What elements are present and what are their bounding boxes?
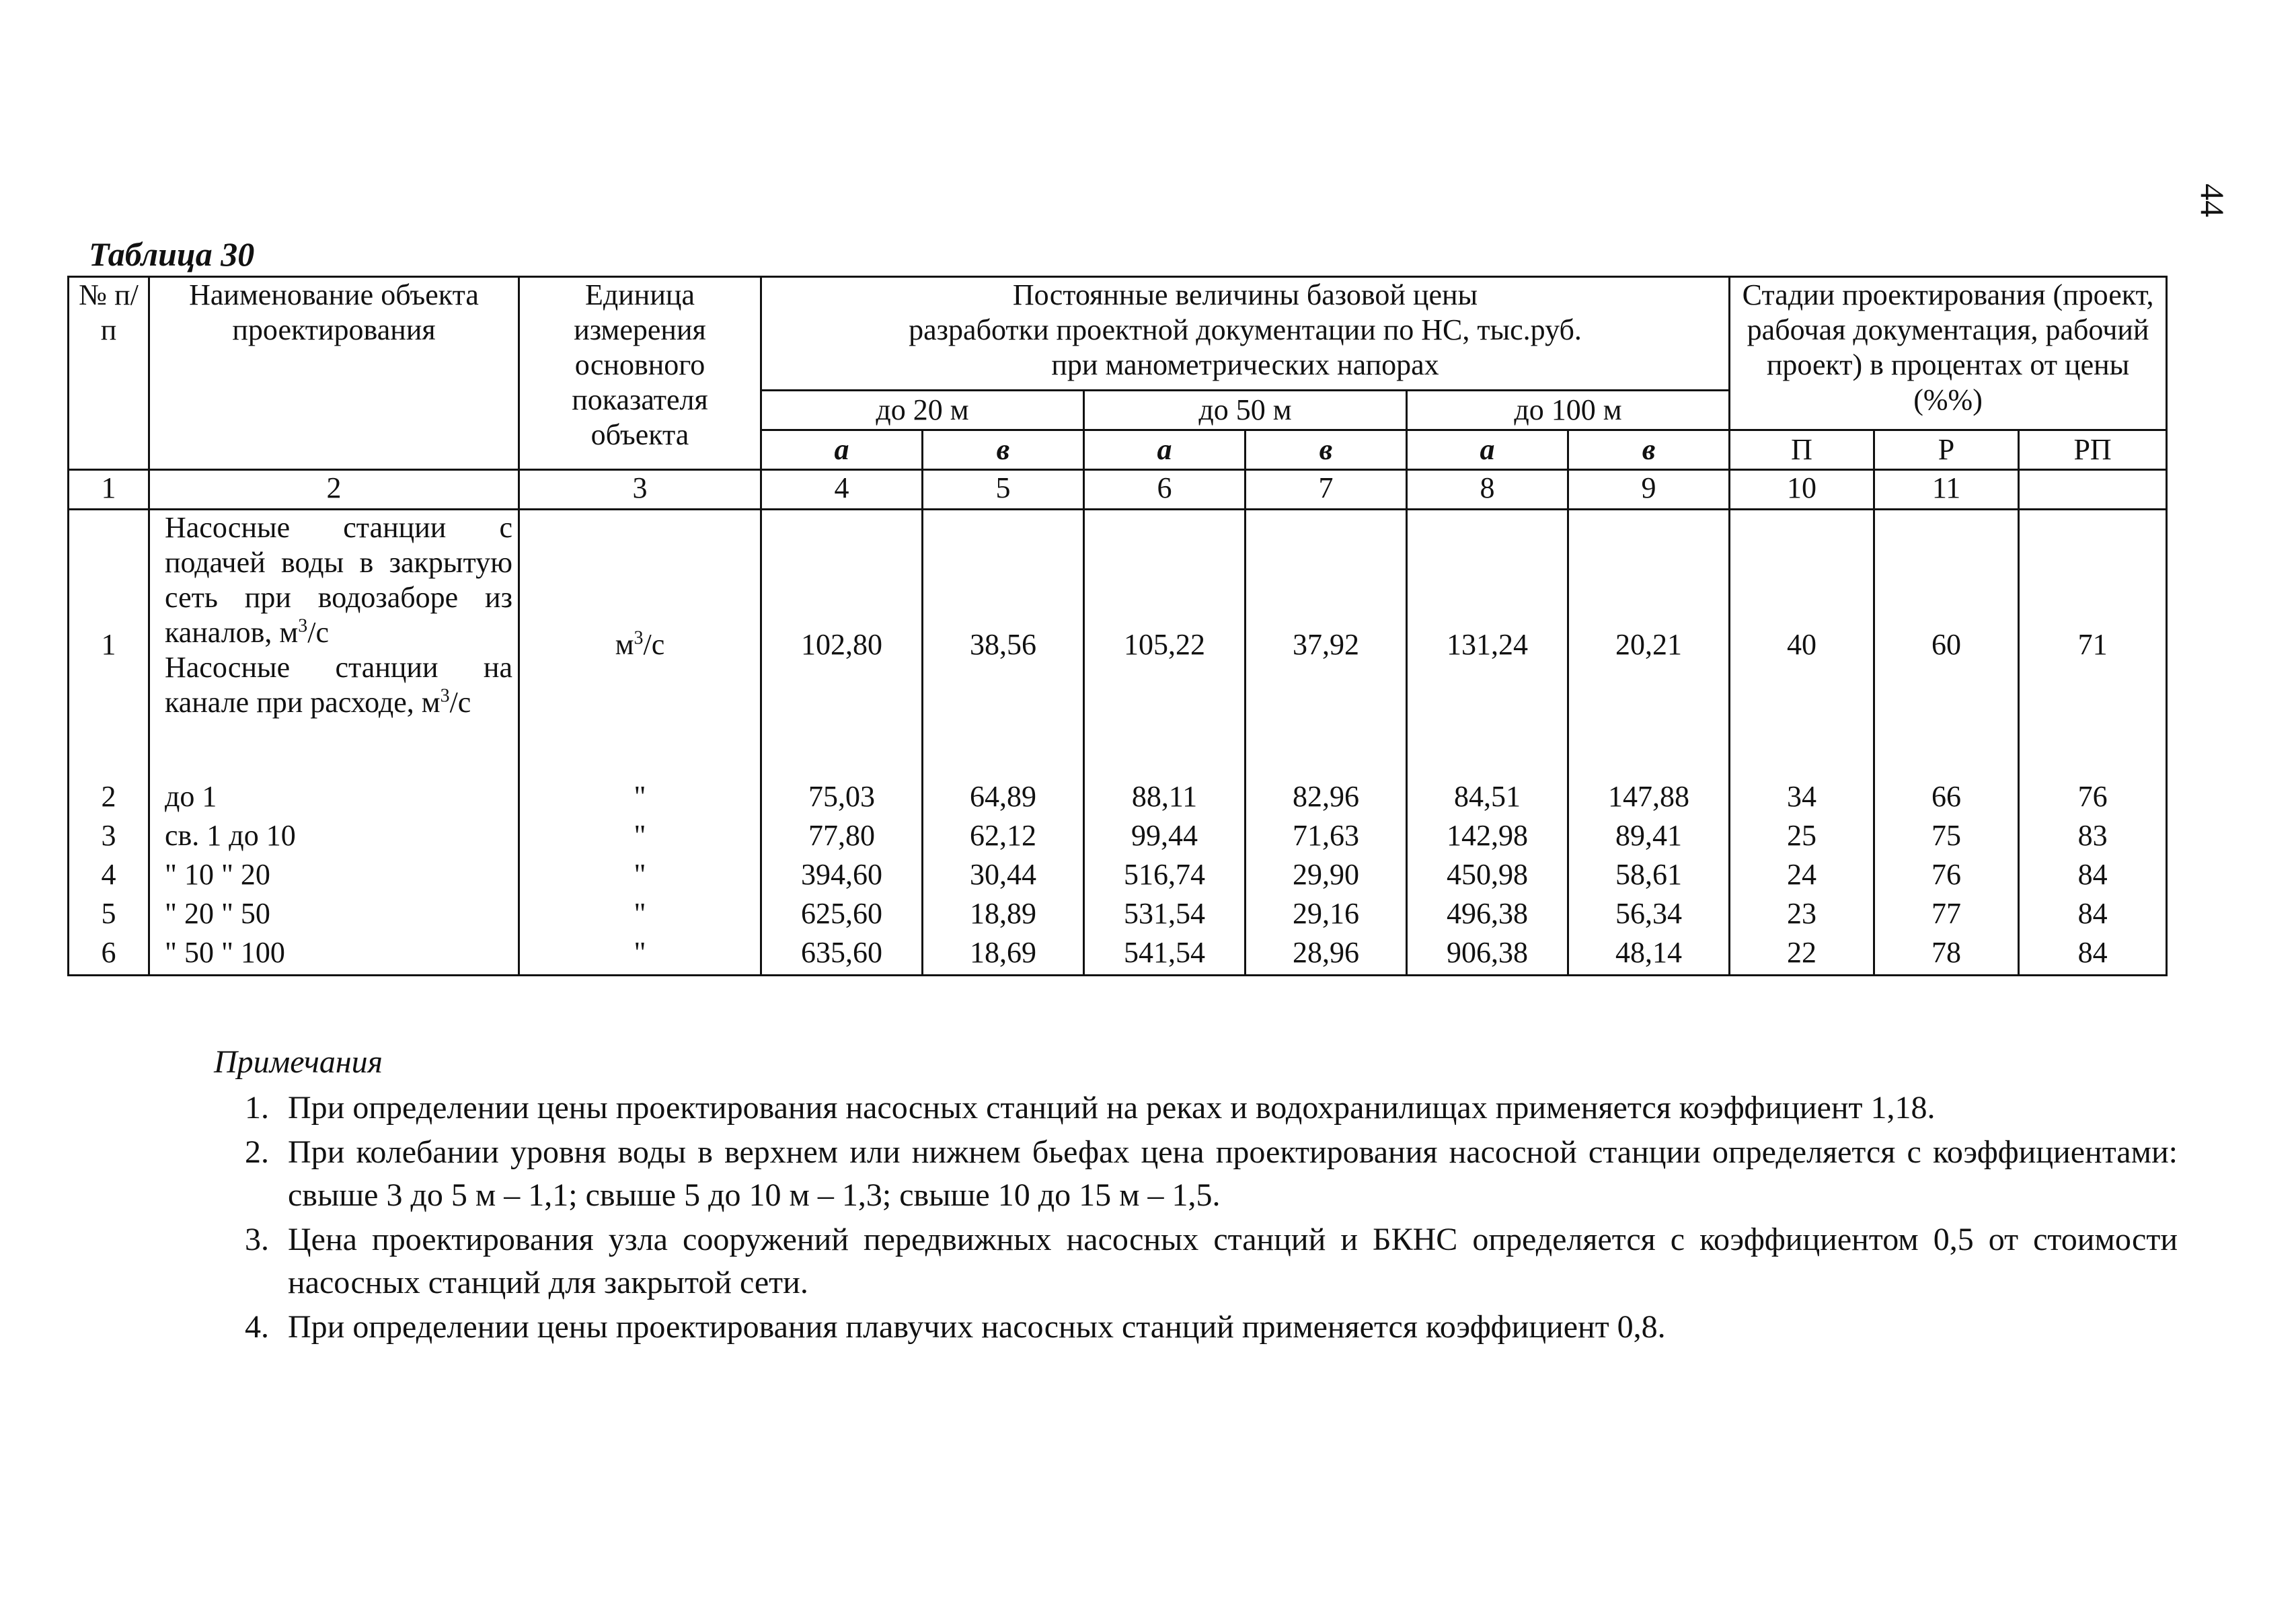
row-value: 77	[1874, 896, 2019, 935]
row-value: 23	[1730, 896, 1874, 935]
price-table	[67, 276, 2168, 976]
row-value: 102,80	[761, 510, 923, 780]
row-value: 66	[1874, 779, 2019, 818]
note-item	[214, 1131, 2178, 1217]
note-number: 4.	[245, 1309, 269, 1345]
index-cell: 1	[69, 470, 149, 510]
row-num: 6	[69, 935, 149, 976]
row-unit: $м^3/с$	[519, 510, 761, 780]
row-value: 40	[1730, 510, 1874, 780]
header-sub-v: в	[923, 430, 1084, 470]
row-value: 71,63	[1246, 818, 1407, 857]
header-stage-p: П	[1730, 430, 1874, 470]
row-value: 84	[2019, 935, 2167, 976]
row-value: 34	[1730, 779, 1874, 818]
row-value: 18,69	[923, 935, 1084, 976]
row-value: 83	[2019, 818, 2167, 857]
notes	[214, 1041, 2178, 1350]
row-num: 2	[69, 779, 149, 818]
note-item	[214, 1087, 2178, 1130]
row-value: 25	[1730, 818, 1874, 857]
row-num: 3	[69, 818, 149, 857]
index-cell: 11	[1874, 470, 2019, 510]
header-head-50: до 50 м	[1084, 391, 1407, 430]
note-number: 2.	[245, 1134, 269, 1170]
note-text: При определении цены проектирования насосных станций на реках и водохранилищах применяется коэффициент 1,18.	[288, 1090, 1936, 1126]
header-stages: Стадии проектирования (проект, рабочая документация, рабочий проект) в процентах от цены (%%)	[1730, 277, 2167, 430]
row-unit: "	[519, 857, 761, 896]
row-name: " 20 " 50	[149, 896, 519, 935]
note-text: При определении цены проектирования плавучих насосных станций применяется коэффициент 0,8.	[288, 1309, 1666, 1345]
header-head-100: до 100 м	[1407, 391, 1730, 430]
row-value: 18,89	[923, 896, 1084, 935]
row-value: 75,03	[761, 779, 923, 818]
header-stage-r: Р	[1874, 430, 2019, 470]
row-name: св. 1 до 10	[149, 818, 519, 857]
note-item	[214, 1306, 2178, 1349]
row-value: 29,16	[1246, 896, 1407, 935]
row-value: 142,98	[1407, 818, 1568, 857]
table-row	[69, 779, 2167, 818]
row-value: 147,88	[1568, 779, 1730, 818]
row-name: до 1	[149, 779, 519, 818]
row-num: 1	[69, 510, 149, 780]
row-name: " 50 " 100	[149, 935, 519, 976]
note-text: При колебании уровня воды в верхнем или нижнем бьефах цена проектирования насосной станции определяется с коэффициентами: свыше 3 до 5 м – 1,1; свыше 5 до 10 м – 1,3; свыше 10 до 15 м – 1,5.	[288, 1134, 2178, 1213]
header-sub-a: а	[1084, 430, 1246, 470]
row-value: 906,38	[1407, 935, 1568, 976]
row-value: 56,34	[1568, 896, 1730, 935]
row-value: 496,38	[1407, 896, 1568, 935]
row-value: 58,61	[1568, 857, 1730, 896]
row-unit: "	[519, 818, 761, 857]
row-value: 38,56	[923, 510, 1084, 780]
index-cell: 4	[761, 470, 923, 510]
header-sub-v: в	[1568, 430, 1730, 470]
row-value: 89,41	[1568, 818, 1730, 857]
row-value: 88,11	[1084, 779, 1246, 818]
header-sub-v: в	[1246, 430, 1407, 470]
row-unit: "	[519, 779, 761, 818]
header-stage-rp: РП	[2019, 430, 2167, 470]
index-cell: 9	[1568, 470, 1730, 510]
index-cell: 3	[519, 470, 761, 510]
row-value: 75	[1874, 818, 2019, 857]
note-number: 3.	[245, 1222, 269, 1257]
row-unit: "	[519, 896, 761, 935]
row-value: 48,14	[1568, 935, 1730, 976]
index-cell: 7	[1246, 470, 1407, 510]
row-value: 64,89	[923, 779, 1084, 818]
row-value: 24	[1730, 857, 1874, 896]
header-sub-a: а	[1407, 430, 1568, 470]
index-cell: 8	[1407, 470, 1568, 510]
note-text: Цена проектирования узла сооружений передвижных насосных станций и БКНС определяется с коэффициентом 0,5 от стоимости насосных станций для закрытой сети.	[288, 1222, 2178, 1300]
row-value: 105,22	[1084, 510, 1246, 780]
row-name-part1: Насосные станции с подачей воды в закрытую сеть при водозаборе из каналов, $м^3/с$	[165, 511, 512, 649]
row-num: 4	[69, 857, 149, 896]
table-row	[69, 896, 2167, 935]
row-value: 450,98	[1407, 857, 1568, 896]
row-value: 84	[2019, 857, 2167, 896]
row-value: 99,44	[1084, 818, 1246, 857]
row-value: 84	[2019, 896, 2167, 935]
note-number: 1.	[245, 1090, 269, 1126]
header-name: Наименование объекта проектирования	[149, 277, 519, 470]
row-value: 76	[2019, 779, 2167, 818]
row-value: 82,96	[1246, 779, 1407, 818]
row-value: 635,60	[761, 935, 923, 976]
table-row	[69, 857, 2167, 896]
table-caption: Таблица 30	[89, 235, 255, 273]
index-cell: 10	[1730, 470, 1874, 510]
page-number: 44	[2194, 184, 2231, 217]
note-item	[214, 1218, 2178, 1304]
table-row	[69, 935, 2167, 976]
header-prices-line2: разработки проектной документации по НС, тыс.руб.	[909, 313, 1582, 346]
row-unit: "	[519, 935, 761, 976]
row-value: 30,44	[923, 857, 1084, 896]
table-row	[69, 510, 2167, 780]
row-value: 77,80	[761, 818, 923, 857]
row-value: 60	[1874, 510, 2019, 780]
row-value: 84,51	[1407, 779, 1568, 818]
index-cell: 5	[923, 470, 1084, 510]
row-value: 131,24	[1407, 510, 1568, 780]
notes-title: Примечания	[214, 1044, 383, 1080]
index-cell: 2	[149, 470, 519, 510]
index-cell	[2019, 470, 2167, 510]
index-row	[69, 470, 2167, 510]
row-value: 78	[1874, 935, 2019, 976]
row-value: 20,21	[1568, 510, 1730, 780]
header-unit: Единица измерения основного показателя объекта	[519, 277, 761, 470]
header-prices-line1: Постоянные величины базовой цены	[1012, 278, 1478, 311]
row-name	[149, 510, 519, 780]
row-value: 22	[1730, 935, 1874, 976]
row-value: 71	[2019, 510, 2167, 780]
row-value: 541,54	[1084, 935, 1246, 976]
row-value: 76	[1874, 857, 2019, 896]
row-value: 394,60	[761, 857, 923, 896]
header-prices-line3: при манометрических напорах	[1051, 348, 1439, 381]
row-value: 37,92	[1246, 510, 1407, 780]
row-value: 62,12	[923, 818, 1084, 857]
header-prices	[761, 277, 1730, 391]
row-name-part2: Насосные станции на канале при расходе, $м^3/с$	[165, 651, 512, 719]
row-value: 531,54	[1084, 896, 1246, 935]
header-num: № п/п	[69, 277, 149, 470]
row-num: 5	[69, 896, 149, 935]
row-value: 29,90	[1246, 857, 1407, 896]
row-value: 516,74	[1084, 857, 1246, 896]
row-name: " 10 " 20	[149, 857, 519, 896]
index-cell: 6	[1084, 470, 1246, 510]
header-sub-a: а	[761, 430, 923, 470]
row-value: 625,60	[761, 896, 923, 935]
row-value: 28,96	[1246, 935, 1407, 976]
header-head-20: до 20 м	[761, 391, 1084, 430]
table-row	[69, 818, 2167, 857]
